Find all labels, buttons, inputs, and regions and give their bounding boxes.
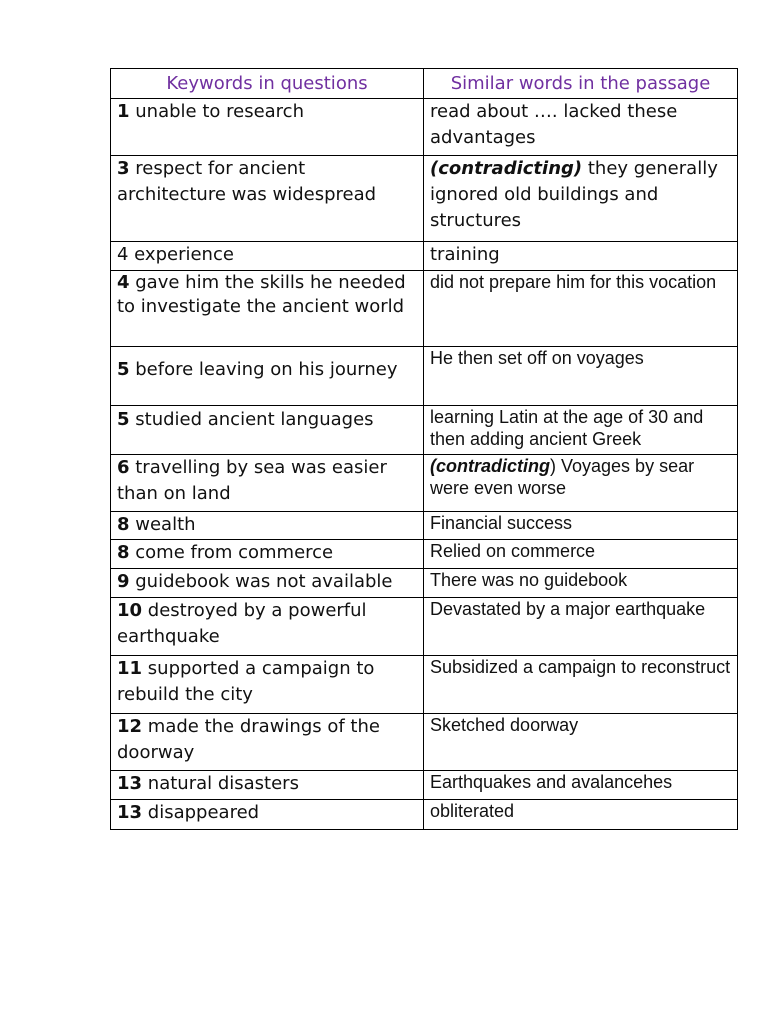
table-row xyxy=(111,800,738,830)
question-text: come from commerce xyxy=(129,542,334,563)
answer-cell xyxy=(424,347,738,406)
question-text: made the drawings of the doorway xyxy=(117,716,380,763)
answer-text: they generally ignored old buildings and structures xyxy=(430,158,718,231)
question-text: destroyed by a powerful earthquake xyxy=(117,600,367,647)
answer-cell xyxy=(424,714,738,771)
header-similar-words: Similar words in the passage xyxy=(424,69,738,99)
question-text: wealth xyxy=(129,514,196,535)
header-keywords: Keywords in questions xyxy=(111,69,424,99)
question-number: 9 xyxy=(117,571,130,592)
question-cell xyxy=(111,512,424,540)
keywords-table xyxy=(110,68,738,830)
question-number: 12 xyxy=(117,716,143,737)
table-row xyxy=(111,271,738,347)
question-number: 13 xyxy=(117,802,143,823)
question-text: 4 experience xyxy=(117,244,234,265)
answer-text: Devastated by a major earthquake xyxy=(430,599,706,619)
answer-text: did not prepare him for this vocation xyxy=(430,272,717,292)
answer-cell xyxy=(424,406,738,455)
answer-text: learning Latin at the age of 30 and then adding ancient Greek xyxy=(430,407,704,449)
answer-cell xyxy=(424,800,738,830)
answer-text: ) Voyages by sear were even worse xyxy=(430,456,695,498)
answer-cell xyxy=(424,99,738,156)
question-number: 13 xyxy=(117,773,143,794)
answer-text: Financial success xyxy=(430,513,573,533)
answer-cell xyxy=(424,569,738,598)
answer-cell xyxy=(424,540,738,569)
question-text: gave him the skills he needed to investigate the ancient world xyxy=(117,272,406,317)
table-row xyxy=(111,99,738,156)
answer-cell xyxy=(424,512,738,540)
contradicting-label: (contradicting xyxy=(430,456,550,476)
table-row xyxy=(111,569,738,598)
answer-text: Sketched doorway xyxy=(430,715,579,735)
answer-cell xyxy=(424,156,738,242)
table-row xyxy=(111,406,738,455)
answer-text: read about …. lacked these advantages xyxy=(430,101,678,148)
question-text: disappeared xyxy=(142,802,260,823)
answer-cell xyxy=(424,598,738,656)
question-cell xyxy=(111,771,424,800)
question-cell xyxy=(111,598,424,656)
table-row xyxy=(111,656,738,714)
question-cell xyxy=(111,569,424,598)
question-cell xyxy=(111,714,424,771)
question-text: natural disasters xyxy=(142,773,299,794)
question-number: 3 xyxy=(117,158,130,179)
table-row xyxy=(111,714,738,771)
question-number: 5 xyxy=(117,359,130,380)
question-cell xyxy=(111,540,424,569)
answer-cell xyxy=(424,656,738,714)
answer-text: obliterated xyxy=(430,801,515,821)
answer-cell xyxy=(424,242,738,271)
question-number: 11 xyxy=(117,658,143,679)
answer-text: Subsidized a campaign to reconstruct xyxy=(430,657,731,677)
contradicting-label: (contradicting) xyxy=(430,158,583,179)
question-cell xyxy=(111,347,424,406)
answer-text: training xyxy=(430,244,500,265)
answer-cell xyxy=(424,271,738,347)
question-text: respect for ancient architecture was widespread xyxy=(117,158,377,205)
question-cell xyxy=(111,271,424,347)
question-text: unable to research xyxy=(129,101,304,122)
answer-cell xyxy=(424,455,738,512)
table-row xyxy=(111,598,738,656)
question-text: supported a campaign to rebuild the city xyxy=(117,658,375,705)
question-number: 10 xyxy=(117,600,143,621)
table-row xyxy=(111,540,738,569)
answer-text: He then set off on voyages xyxy=(430,348,644,368)
table-row xyxy=(111,512,738,540)
table-row xyxy=(111,455,738,512)
answer-text: Earthquakes and avalancehes xyxy=(430,772,673,792)
question-cell xyxy=(111,99,424,156)
question-text: travelling by sea was easier than on land xyxy=(117,457,387,504)
table-row xyxy=(111,771,738,800)
question-cell xyxy=(111,800,424,830)
question-cell xyxy=(111,156,424,242)
question-cell xyxy=(111,656,424,714)
question-number: 8 xyxy=(117,514,130,535)
question-number: 1 xyxy=(117,101,130,122)
question-number: 8 xyxy=(117,542,130,563)
question-cell xyxy=(111,242,424,271)
table-row xyxy=(111,242,738,271)
question-number: 6 xyxy=(117,457,130,478)
question-number: 5 xyxy=(117,409,130,430)
table-row xyxy=(111,156,738,242)
answer-text: Relied on commerce xyxy=(430,541,596,561)
table-row xyxy=(111,347,738,406)
question-text: studied ancient languages xyxy=(129,409,374,430)
answer-cell xyxy=(424,771,738,800)
answer-text: There was no guidebook xyxy=(430,570,628,590)
question-cell xyxy=(111,455,424,512)
header-row xyxy=(111,69,738,99)
question-cell xyxy=(111,406,424,455)
question-number: 4 xyxy=(117,272,130,293)
question-text: before leaving on his journey xyxy=(129,359,398,380)
question-text: guidebook was not available xyxy=(129,571,393,592)
